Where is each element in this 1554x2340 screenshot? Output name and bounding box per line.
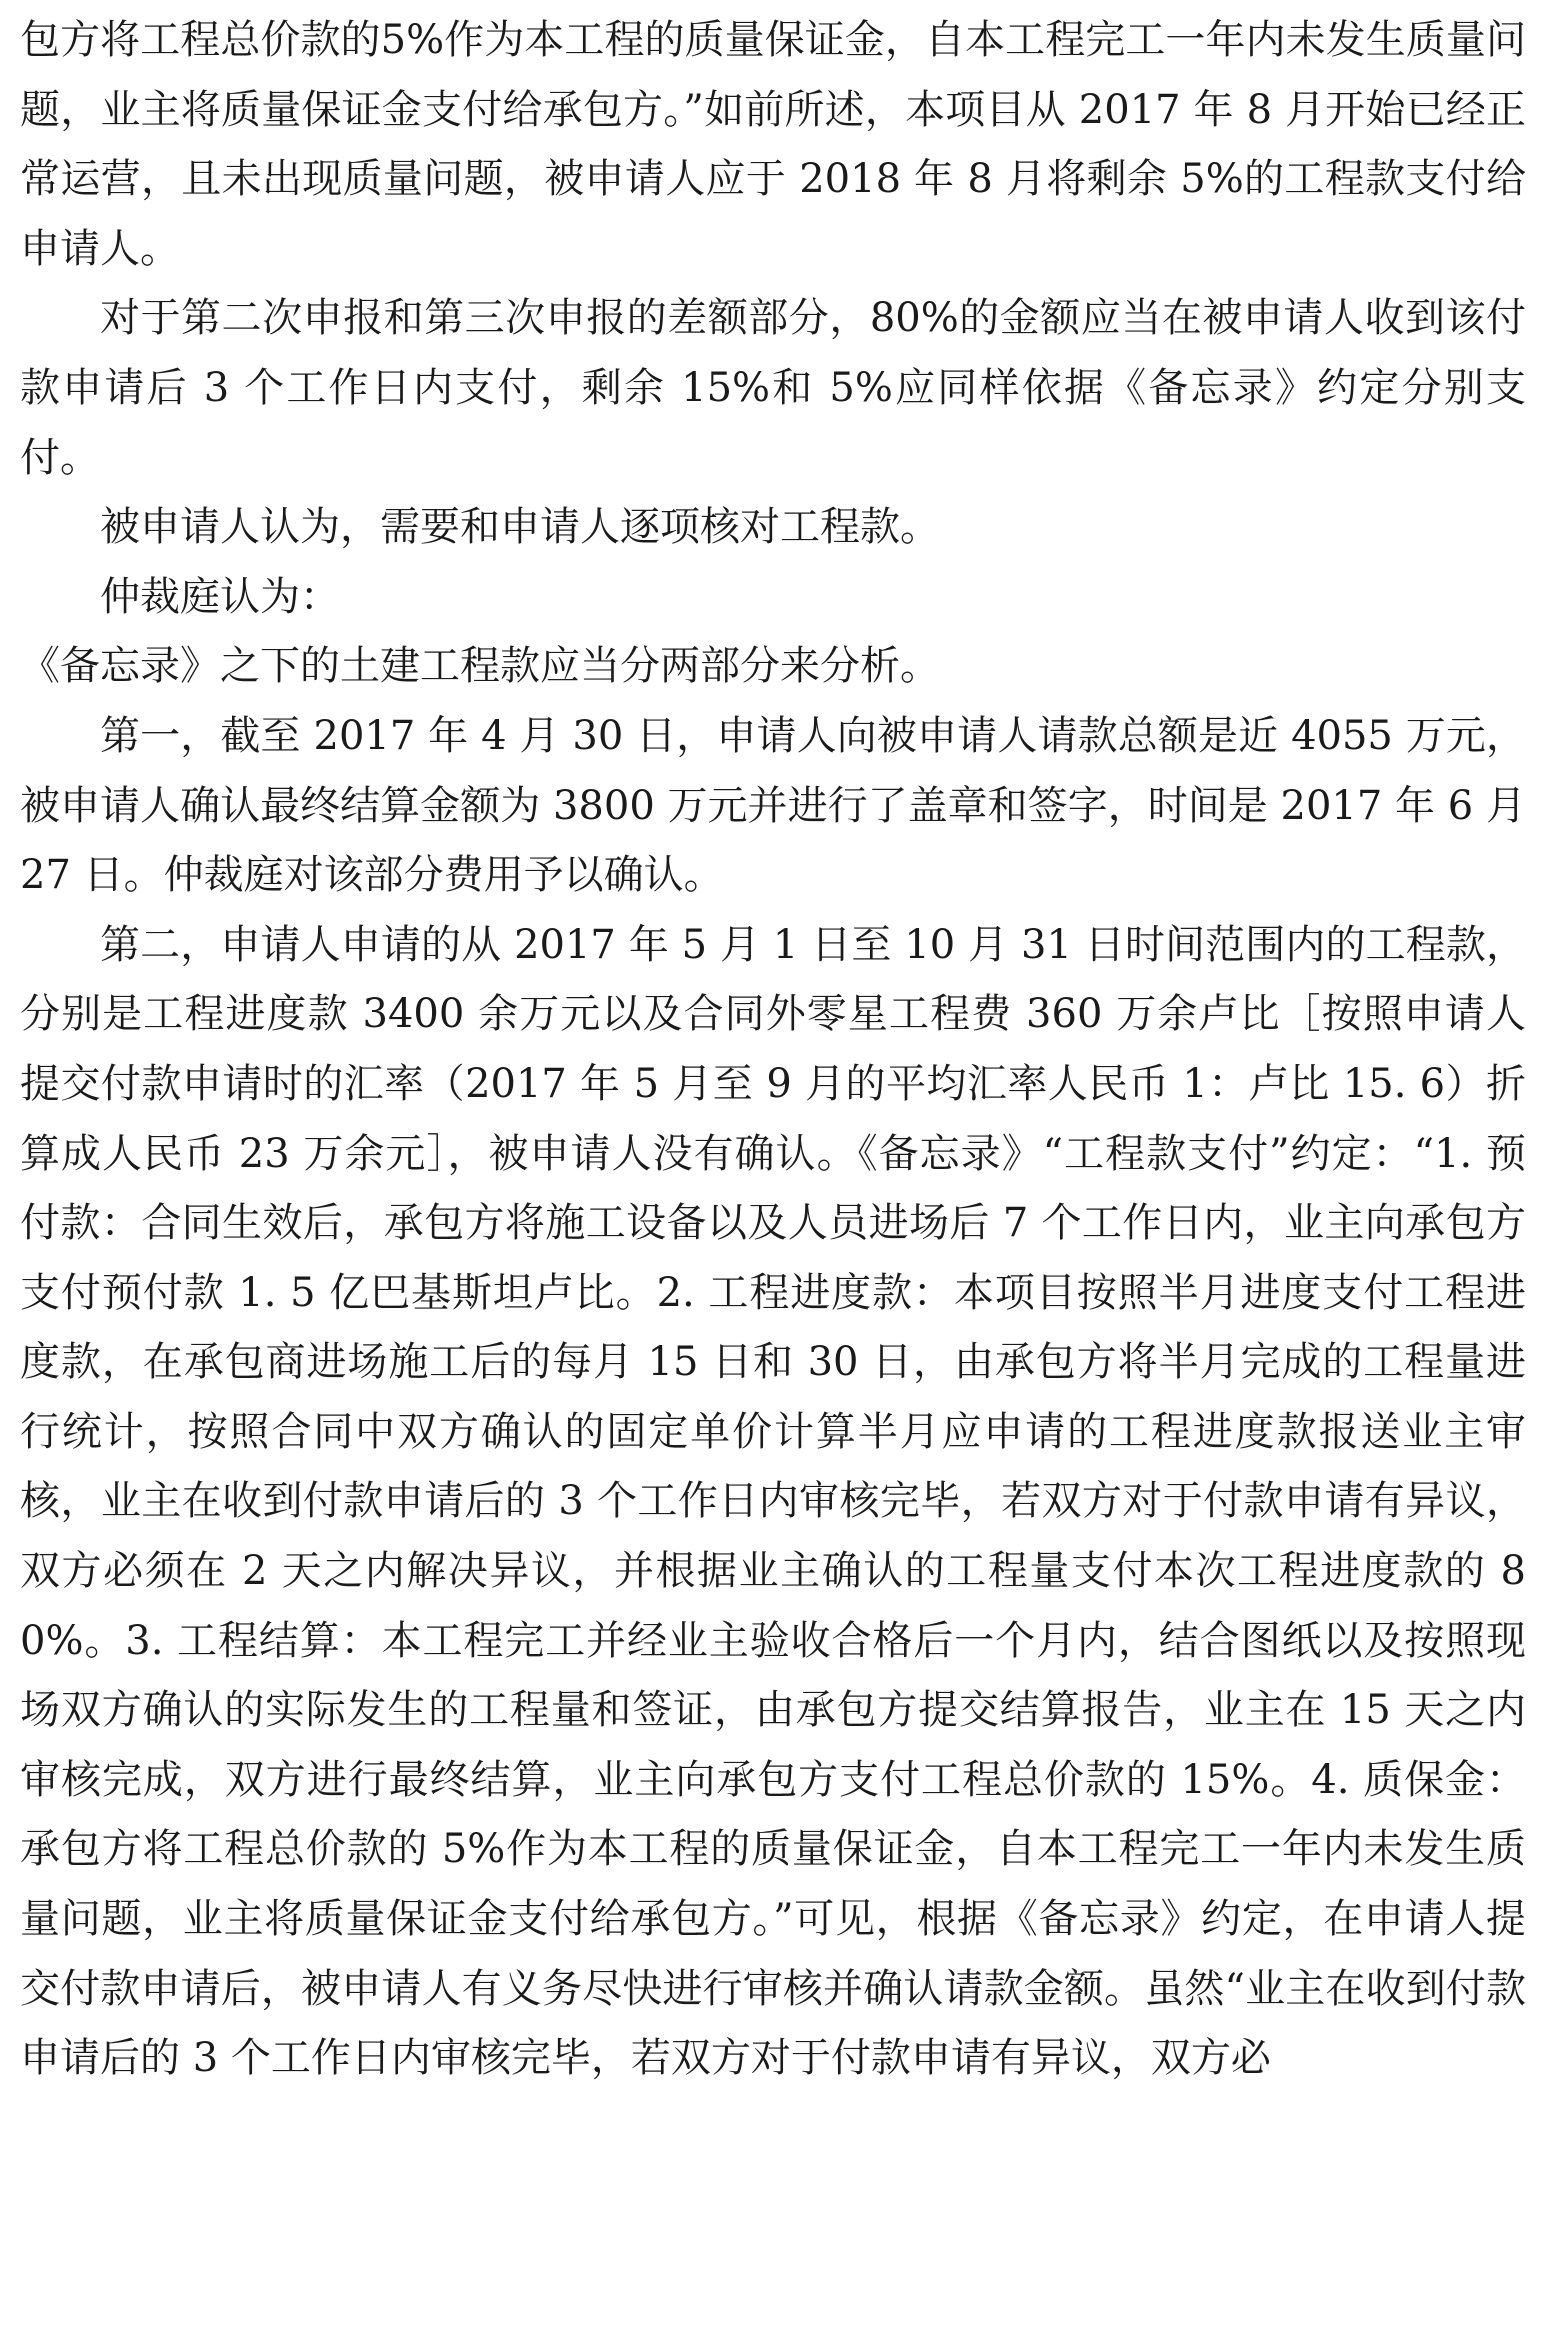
paragraph-4: 仲裁庭认为： — [100, 573, 340, 620]
paragraph-5: 《备忘录》之下的土建工程款应当分两部分来分析。 — [20, 643, 940, 690]
paragraph-1: 包方将工程总价款的5%作为本工程的质量保证金，自本工程完工一年内未发生质量问题，业主将质量保证金支付给承包方。”如前所述，本项目从 2017 年 8 月开始已经正常运营，且未出现质量问题，被申请人应于 2018 年 8 月将剩余 5%的工程款支付给申请人。 — [20, 17, 1526, 272]
paragraph-2: 对于第二次申报和第三次申报的差额部分，80%的金额应当在被申请人收到该付款申请后 3 个工作日内支付，剩余 15%和 5%应同样依据《备忘录》约定分别支付。 — [20, 295, 1526, 481]
paragraph-6: 第一，截至 2017 年 4 月 30 日，申请人向被申请人请款总额是近 4055 万元，被申请人确认最终结算金额为 3800 万元并进行了盖章和签字，时间是 2017 年 6 月 27 日。仲裁庭对该部分费用予以确认。 — [20, 712, 1526, 899]
paragraph-7: 第二，申请人申请的从 2017 年 5 月 1 日至 10 月 31 日时间范围内的工程款，分别是工程进度款 3400 余万元以及合同外零星工程费 360 万余卢比［按照申请人提交付款申请时的汇率（2017 年 5 月至 9 月的平均汇率人民币 1：卢比 15. 6）折算成人民币 23 万余元］，被申请人没有确认。《备忘录》“工程款支付”约定：“1. 预付款：合同生效后，承包方将施工设备以及人员进场后 7 个工作日内，业主向承包方支付预付款 1. 5 亿巴基斯坦卢比。2. 工程进度款：本项目按照半月进度支付工程进度款，在承包商进场施工后的每月 15 日和 30 日，由承包方将半月完成的工程量进行统计，按照合同中双方确认的固定单价计算半月应申请的工程进度款报送业主审核，业主在收到付款申请后的 3 个工作日内审核完毕，若双方对于付款申请有异议，双方必须在 2 天之内解决异议，并根据业主确认的工程量支付本次工程进度款的 80%。3. 工程结算：本工程完工并经业主验收合格后一个月内，结合图纸以及按照现场双方确认的实际发生的工程量和签证，由承包方提交结算报告，业主在 15 天之内审核完成，双方进行最终结算，业主向承包方支付工程总价款的 15%。4. 质保金：承包方将工程总价款的 5%作为本工程的质量保证金，自本工程完工一年内未发生质量问题，业主将质量保证金支付给承包方。”可见，根据《备忘录》约定，在申请人提交付款申请后，被申请人有义务尽快进行审核并确认请款金额。虽然“业主在收到付款申请后的 3 个工作日内审核完毕，若双方对于付款申请有异议，双方必 — [20, 921, 1526, 2082]
paragraph-3: 被申请人认为，需要和申请人逐项核对工程款。 — [100, 504, 940, 551]
